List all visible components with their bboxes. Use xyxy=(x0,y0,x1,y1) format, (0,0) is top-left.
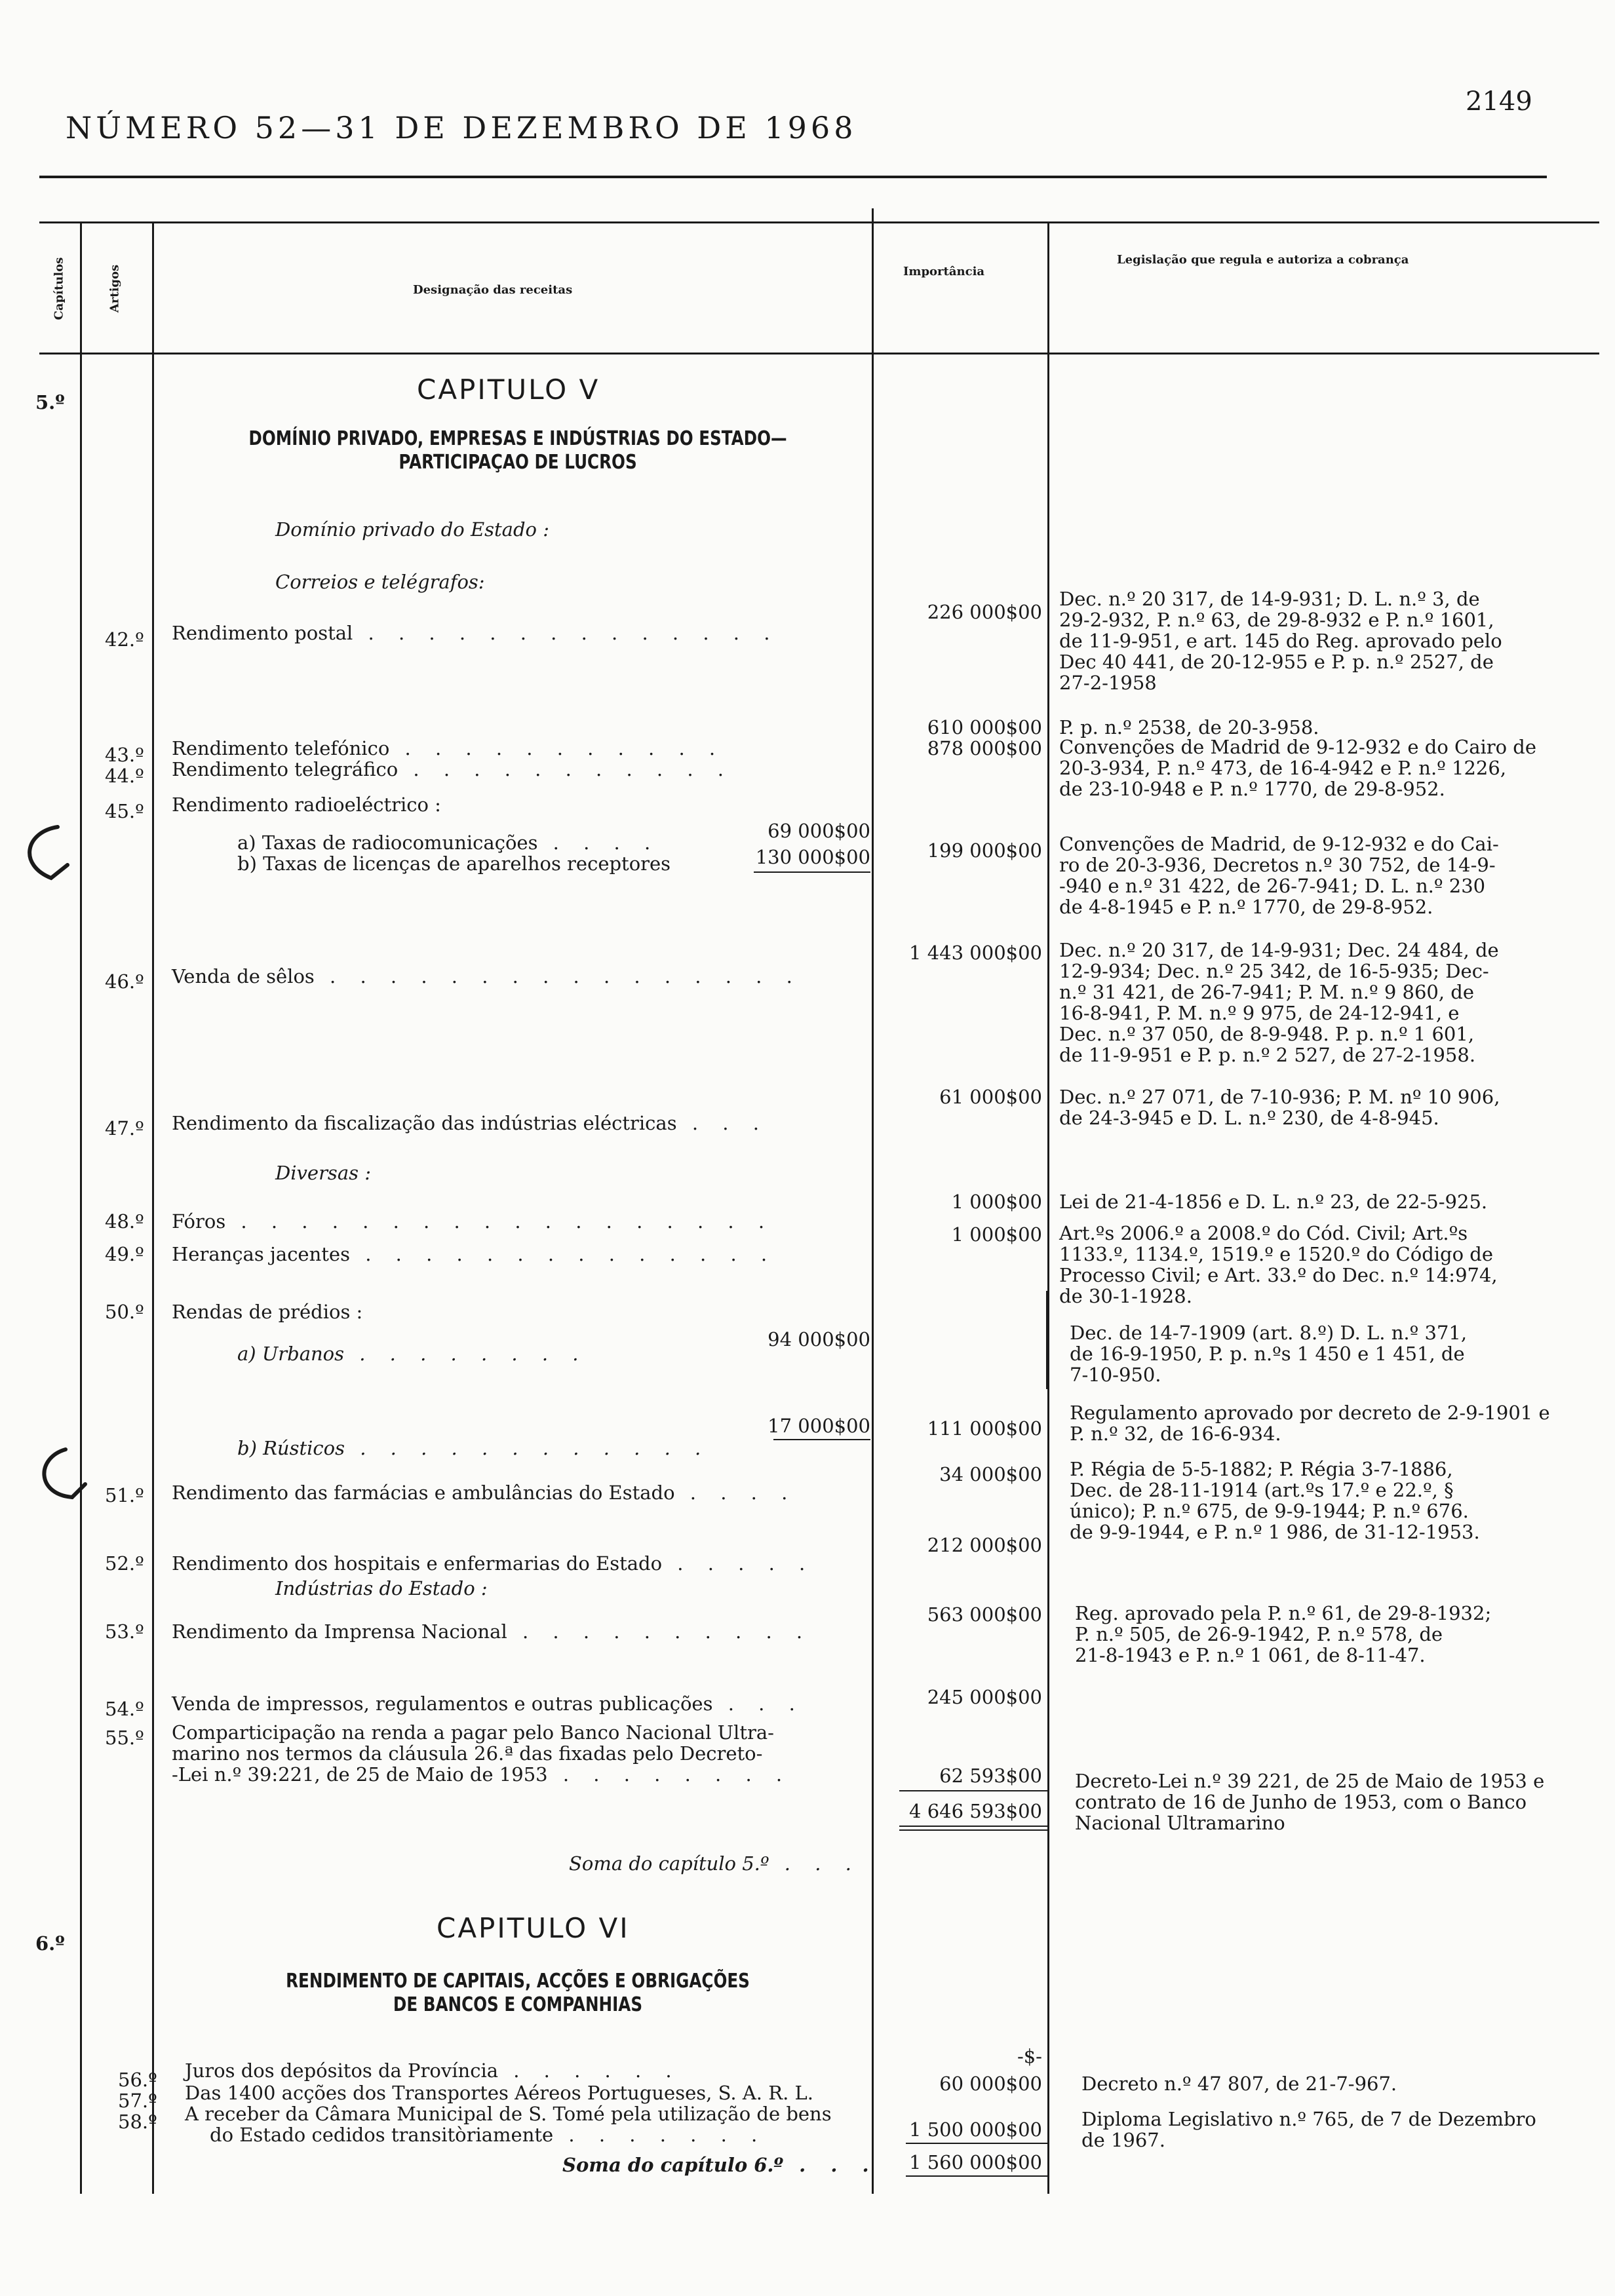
subheading-correios: Correios e telégrafos: xyxy=(275,571,485,593)
sub-item-b: b) Rústicos . . . . . . . . . . . . xyxy=(237,1437,710,1459)
article-number: 54.º xyxy=(105,1698,144,1720)
chapter-total-label: Soma do capítulo 5.º . . . xyxy=(569,1852,861,1875)
amount: 212 000$00 xyxy=(927,1534,1042,1556)
amount: 111 000$00 xyxy=(927,1417,1042,1440)
legislation-text: Diploma Legislativo n.º 765, de 7 de Dezembro de 1967. xyxy=(1081,2108,1536,2151)
sub-amount: 17 000$00 xyxy=(768,1415,870,1437)
revenue-description: Fóros . . . . . . . . . . . . . . . . . . xyxy=(172,1210,774,1233)
col-header-capitulos: Capítulos xyxy=(52,257,66,320)
revenue-description: Rendas de prédios : xyxy=(172,1301,363,1323)
article-number: 51.º xyxy=(105,1484,144,1506)
amount: 60 000$00 xyxy=(939,2073,1042,2095)
sub-amount: 69 000$00 xyxy=(768,820,870,842)
legislation-text: Dec. n.º 20 317, de 14-9-931; Dec. 24 484, de 12-9-934; Dec. n.º 25 342, de 16-5-935; Dec- n.º 31 421, de 26-7-941; P. M. n.º 9 860, de 16-8-941, P. M. n.º 9 975, de 24-12-941, e Dec. n.º 37 050, de 8-9-948. P. p. n.º 1 601, de 11-9-951 e P. p. n.º 2 527, de 27-2-1958. xyxy=(1059,939,1499,1066)
revenue-description: Rendimento da Imprensa Nacional . . . . . . . . . . xyxy=(172,1620,812,1643)
legislation-text: P. p. n.º 2538, de 20-3-958. xyxy=(1059,716,1319,738)
amount: 245 000$00 xyxy=(927,1686,1042,1708)
subtotal-rule xyxy=(773,1439,870,1440)
sub-item-a: a) Urbanos . . . . . . . . xyxy=(237,1343,588,1365)
amount: 1 000$00 xyxy=(951,1223,1042,1246)
article-number: 52.º xyxy=(105,1552,144,1575)
chapter-number: 5.º xyxy=(35,391,65,413)
amount: 62 593$00 xyxy=(939,1765,1042,1787)
col-header-importancia: Importância xyxy=(903,265,985,278)
article-number: 55.º xyxy=(105,1727,144,1749)
margin-mark-icon xyxy=(5,819,84,891)
revenue-description: Juros dos depósitos da Província . . . . . . xyxy=(185,2059,681,2082)
subheading-industrias: Indústrias do Estado : xyxy=(275,1577,488,1599)
amount: 34 000$00 xyxy=(939,1463,1042,1485)
amount: 563 000$00 xyxy=(927,1603,1042,1626)
legislation-text: Decreto n.º 47 807, de 21-7-967. xyxy=(1081,2073,1397,2095)
legislation-text: Dec. n.º 27 071, de 7-10-936; P. M. nº 10 906, de 24-3-945 e D. L. n.º 230, de 4-8-945. xyxy=(1059,1086,1500,1129)
col-header-designacao: Designação das receitas xyxy=(413,283,573,297)
page-number: 2149 xyxy=(1466,86,1532,117)
article-number: 48.º xyxy=(105,1210,144,1233)
header-rule xyxy=(39,176,1547,178)
sub-amount: 130 000$00 xyxy=(755,846,870,868)
article-number: 58.º xyxy=(118,2111,157,2133)
section-title: RENDIMENTO DE CAPITAIS, ACÇÕES E OBRIGAÇÕES DE BANCOS E COMPANHIAS xyxy=(286,1970,750,2016)
revenue-description: A receber da Câmara Municipal de S. Tomé pela utilização de bens do Estado cedidos transitòriamente . . . . . . . xyxy=(185,2103,832,2146)
col-divider-3 xyxy=(872,208,874,2194)
total-rule-bottom xyxy=(906,2175,1047,2177)
article-number: 53.º xyxy=(105,1620,144,1643)
table-head-rule xyxy=(39,353,1599,354)
article-number: 49.º xyxy=(105,1243,144,1265)
chapter-total: 4 646 593$00 xyxy=(909,1800,1042,1822)
chapter-title: CAPITULO VI xyxy=(437,1912,630,1944)
amount: 226 000$00 xyxy=(927,601,1042,623)
legislation-text: Art.ºs 2006.º a 2008.º do Cód. Civil; Art.ºs 1133.º, 1134.º, 1519.º e 1520.º do Código de Processo Civil; e Art. 33.º do Dec. n.º 14:974, de 30-1-1928. xyxy=(1059,1222,1498,1307)
article-number: 45.º xyxy=(105,800,144,822)
article-number: 56.º xyxy=(118,2069,157,2091)
revenue-description: Rendimento telefónico . . . . . . . . . . . xyxy=(172,737,725,759)
revenue-description: Das 1400 acções dos Transportes Aéreos Portugueses, S. A. R. L. xyxy=(185,2082,813,2104)
section-title: DOMÍNIO PRIVADO, EMPRESAS E INDÚSTRIAS DO ESTADO— PARTICIPAÇAO DE LUCROS xyxy=(248,427,787,474)
amount: 1 443 000$00 xyxy=(909,942,1042,964)
chapter-number: 6.º xyxy=(35,1932,65,1955)
sub-amount: 94 000$00 xyxy=(768,1328,870,1350)
revenue-description: Venda de impressos, regulamentos e outras publicações . . . xyxy=(172,1693,804,1715)
subheading-dominio-privado: Domínio privado do Estado : xyxy=(275,518,549,541)
article-number: 44.º xyxy=(105,765,144,787)
revenue-description: Rendimento da fiscalização das indústrias eléctricas . . . xyxy=(172,1112,768,1134)
legislation-text: Decreto-Lei n.º 39 221, de 25 de Maio de 1953 e contrato de 16 de Junho de 1953, com o Banco Nacional Ultramarino xyxy=(1075,1770,1545,1834)
margin-mark-icon xyxy=(20,1442,98,1514)
sub-item-b: b) Taxas de licenças de aparelhos receptores xyxy=(237,852,671,875)
legislation-text: Dec. de 14-7-1909 (art. 8.º) D. L. n.º 371, de 16-9-1950, P. p. n.ºs 1 450 e 1 451, de 7-10-950. xyxy=(1070,1322,1468,1386)
article-number: 50.º xyxy=(105,1301,144,1323)
article-number: 57.º xyxy=(118,2090,157,2112)
legislation-text: Lei de 21-4-1856 e D. L. n.º 23, de 22-5-925. xyxy=(1059,1191,1488,1213)
amount: 1 000$00 xyxy=(951,1191,1042,1213)
revenue-description: Rendimento telegráfico . . . . . . . . . . . xyxy=(172,758,733,780)
legislation-text: Convenções de Madrid de 9-12-932 e do Cairo de 20-3-934, P. n.º 473, de 16-4-942 e P. n.º 1226, de 23-10-948 e P. n.º 1770, de 29-8-952. xyxy=(1059,736,1537,800)
revenue-description: Heranças jacentes . . . . . . . . . . . . . . xyxy=(172,1243,777,1265)
legislation-text: Convenções de Madrid, de 9-12-932 e do Cai- ro de 20-3-936, Decretos n.º 30 752, de 14-9- -940 e n.º 31 422, de 26-7-941; D. L. n.º 230 de 4-8-1945 e P. n.º 1770, de 29-8-952. xyxy=(1059,833,1499,918)
amount: 878 000$00 xyxy=(927,737,1042,759)
legislation-text: Dec. n.º 20 317, de 14-9-931; D. L. n.º 3, de 29-2-932, P. n.º 63, de 29-8-932 e P. n.º 1601, de 11-9-951, e art. 145 do Reg. aprovado pelo Dec 40 441, de 20-12-955 e P. p. n.º 2527, de 27-2-1958 xyxy=(1059,588,1502,694)
amount: 610 000$00 xyxy=(927,716,1042,738)
page-header-title: NÚMERO 52—31 DE DEZEMBRO DE 1968 xyxy=(66,110,857,145)
subheading-diversas: Diversas : xyxy=(275,1162,371,1184)
col-divider-2 xyxy=(152,221,154,2194)
total-rule-bottom-2 xyxy=(899,1829,1047,1831)
chapter-total: 1 560 000$00 xyxy=(909,2151,1042,2173)
chapter-total-label: Soma do capítulo 6.º . . . xyxy=(562,2154,878,2176)
revenue-description: Comparticipação na renda a pagar pelo Banco Nacional Ultra- marino nos termos da cláusula 26.ª das fixadas pelo Decreto- -Lei n.º 39:221, de 25 de Maio de 1953 . . . . . . . . xyxy=(172,1721,792,1786)
legislation-text: Regulamento aprovado por decreto de 2-9-1901 e P. n.º 32, de 16-6-934. xyxy=(1070,1402,1550,1445)
revenue-description: Rendimento das farmácias e ambulâncias do Estado . . . . xyxy=(172,1482,797,1504)
subtotal-rule xyxy=(754,871,870,873)
revenue-description: Rendimento dos hospitais e enfermarias do Estado . . . . . xyxy=(172,1552,815,1575)
total-rule-bottom xyxy=(899,1826,1047,1827)
total-rule-top xyxy=(899,1790,1047,1791)
legislation-text: Reg. aprovado pela P. n.º 61, de 29-8-1932; P. n.º 505, de 26-9-1942, P. n.º 578, de 21-8-1943 e P. n.º 1 061, de 8-11-47. xyxy=(1075,1602,1492,1666)
amount: 1 500 000$00 xyxy=(909,2118,1042,2141)
article-number: 42.º xyxy=(105,628,144,651)
chapter-title: CAPITULO V xyxy=(417,373,600,406)
col-divider-4 xyxy=(1047,221,1049,2194)
article-number: 47.º xyxy=(105,1117,144,1139)
sub-item-a: a) Taxas de radiocomunicações . . . . xyxy=(237,832,660,854)
legislation-text: P. Régia de 5-5-1882; P. Régia 3-7-1886, Dec. de 28-11-1914 (art.ºs 17.º e 22.º, § único); P. n.º 675, de 9-9-1944; P. n.º 676. de 9-9-1944, e P. n.º 1 986, de 31-12-1953. xyxy=(1070,1458,1480,1543)
total-rule-top xyxy=(906,2143,1047,2144)
revenue-description: Rendimento postal . . . . . . . . . . . . . . xyxy=(172,622,779,644)
revenue-description: Venda de sêlos . . . . . . . . . . . . . . . . xyxy=(172,965,802,987)
article-number: 43.º xyxy=(105,744,144,766)
table-top-rule xyxy=(39,221,1599,223)
revenue-description: Rendimento radioeléctrico : xyxy=(172,794,441,816)
article-number: 46.º xyxy=(105,970,144,993)
col-header-legislacao: Legislação que regula e autoriza a cobrança xyxy=(1117,253,1409,267)
amount: 199 000$00 xyxy=(927,839,1042,862)
col-header-artigos: Artigos xyxy=(107,264,122,313)
col-divider-1 xyxy=(80,221,82,2194)
amount: 61 000$00 xyxy=(939,1086,1042,1108)
amount: -$- xyxy=(1017,2045,1042,2067)
bracket-mark xyxy=(1046,1291,1064,1389)
